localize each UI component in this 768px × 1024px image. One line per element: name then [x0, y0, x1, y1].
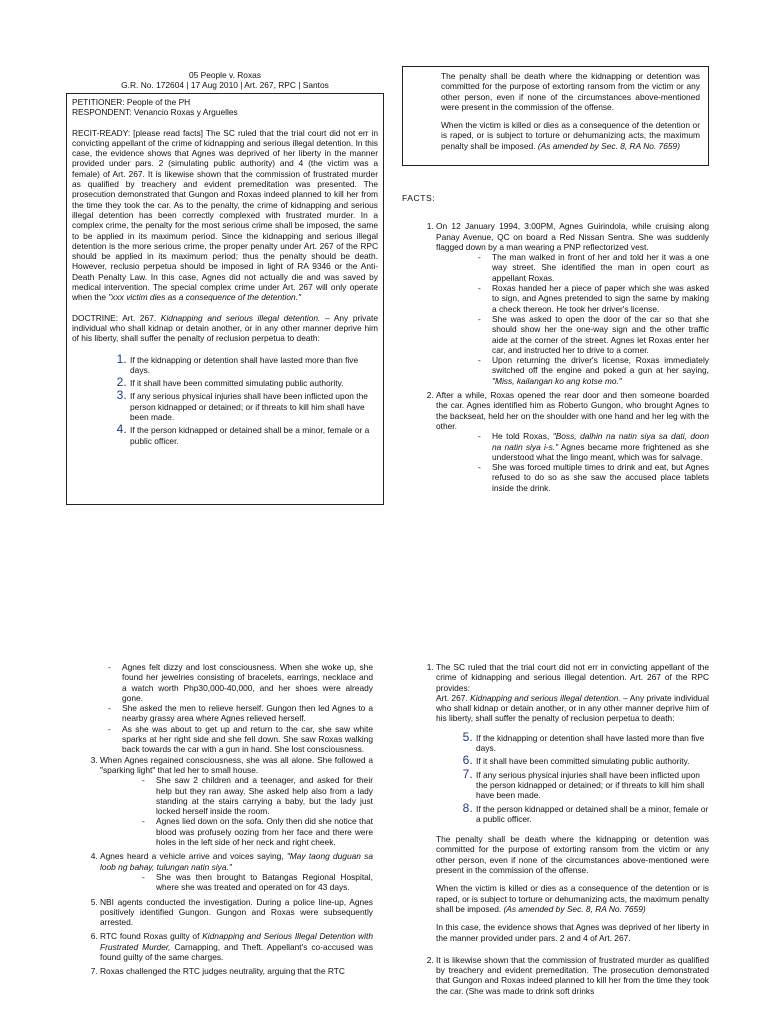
respondent: RESPONDENT: Venancio Roxas y Arguelles	[72, 107, 238, 118]
fact-item	[100, 755, 373, 848]
facts-cont-list	[66, 755, 373, 977]
fact-item: 7. Roxas challenged the RTC judges neutrality, arguing that the RTC	[100, 966, 373, 976]
recit-ready-text: RECIT-READY: [please read facts] The SC ruled that the trial court did not err in convicting appellant of the crime of kidnapping and serious illegal detention. In this case, the evidence shows that Agnes was deprived of her liberty in the manner provided under pars. 2 (simulating public authority) and 4 (the victim was a female) of Art. 267. It is likewise shown that the commission of frustrated murder as qualified by treachery and evident premeditation was presented. The prosecution demonstrated that Gungon and Roxas indeed planned to kill her from the time they took the car. As to the penalty, the crime of kidnapping and serious illegal detention has been correctly complexed with frustrated murder. In a complex crime, the penalty for the most serious crime shall be imposed, the same to be applied in its maximum period. Since the kidnapping and serious illegal detention is the more serious crime, the proper penalty under Art. 267 of the RPC should be applied in its maximum period; thus the penalty should be death. However, reclusio perpetua should be imposed in light of RA 9346 or the Anti-Death Penalty Law. In this case, Agnes did not actually die and was saved by medical intervention. The special complex crime under Art. 267 will only operate when the	[72, 127, 378, 303]
fact-sub	[492, 355, 709, 386]
doctrine-item: 1. If the kidnapping or detention shall have lasted more than five days.	[130, 354, 374, 376]
recit-ready-quote: "xxx victim dies as a consequence of the detention."	[108, 292, 301, 303]
fact-quote: "Boss, dalhin na natin siya sa dati, doon na natin siya i-s."	[492, 431, 709, 452]
fact-item	[436, 390, 709, 493]
doctrine-title: Kidnapping and serious illegal detention.	[160, 312, 321, 323]
fact-quote: "Miss, kailangan ko ang kotse mo."	[492, 375, 622, 386]
doctrine-item: 3. If any serious physical injuries shall have been inflicted upon the person kidnapped or detained; or if threats to kill him shall have been made.	[130, 390, 374, 422]
ruling-list	[402, 662, 709, 996]
fact-sub: - Agnes felt dizzy and lost consciousness. When she woke up, she found her jewelries consisting of bracelets, earrings, necklace and a watch worth Php30,000-40,000, and her shoes were already gone.	[122, 662, 373, 703]
fact-sub-text: He told Roxas,	[492, 431, 550, 442]
ruling-item: 2. It is likewise shown that the commission of frustrated murder as qualified by treachery and evident premeditation. The prosecution demonstrated that Gungon and Roxas indeed planned to kill her from the time they took the car. (She was made to drink soft drinks	[436, 955, 709, 996]
ruling-art-list	[436, 732, 709, 824]
fact-quote: "May taong duguan sa loob ng bahay, tulungan natin siya."	[100, 851, 374, 872]
ruling-victim-text: When the victim is killed or dies as a consequence of the detention or is raped, or is subject to torture or dehumanizing acts, the maximum penalty shall be imposed.	[436, 883, 709, 914]
fact-subs	[100, 872, 373, 893]
doctrine-list	[72, 354, 378, 446]
fact-sub: - Agnes lied down on the sofa. Only then did she notice that blood was profusely oozing from her face and there were holes in the left side of her neck and right cheek.	[156, 816, 373, 847]
fact-sub: - She saw 2 children and a teenager, and asked for their help but they ran away. She asked help also from a lady standing at the stairs carrying a baby, but the lady just locked herself inside the room.	[156, 775, 373, 816]
fact-crime: Kidnapping and Serious Illegal Detention with Frustrated Murder,	[100, 931, 374, 952]
fact-sub	[492, 431, 709, 462]
facts-heading: FACTS:	[402, 193, 436, 203]
fact-sub: - She asked the men to relieve herself. Gungon then led Agnes to a nearby grassy area where Agnes relieved herself.	[122, 703, 373, 724]
doctrine	[72, 313, 378, 344]
ruling-victim	[436, 883, 709, 914]
ruling-art-title: Kidnapping and serious illegal detention.	[470, 692, 621, 703]
victim-citation: (As amended by Sec. 8, RA No. 7659)	[537, 140, 680, 151]
case-box	[66, 93, 384, 505]
fact-sub-text: Agnes became more frightened as she understood what the lingo meant, which was for salvage.	[492, 441, 709, 462]
fact-item	[100, 931, 373, 962]
penalty-box	[402, 66, 709, 166]
fact-subs	[436, 252, 709, 386]
fact-item	[436, 221, 709, 386]
recit-ready	[72, 128, 378, 303]
ruling-art-body: – Any private individual who shall kidnap or detain another, or in any other manner deprive him of his liberty, shall suffer the penalty of reclusion perpetua to death:	[436, 692, 709, 724]
fact-text: On 12 January 1994, 3:00PM, Agnes Guirindola, while cruising along Panay Avenue, QC on board a Red Nissan Sentra. She was suddenly flagged down by a man wearing a PNP reflectorized vest.	[436, 221, 709, 252]
fact-item	[100, 851, 373, 892]
fact-text: RTC found Roxas guilty of	[100, 931, 200, 942]
fact-sub-text: Upon returning the driver's license, Roxas immediately switched off the engine and poked a gun at her saying,	[492, 355, 709, 376]
ruling-intro: 1. The SC ruled that the trial court did not err in convicting appellant of the crime of kidnapping and serious illegal detention. Art. 267 of the RPC provides:	[436, 662, 709, 693]
doctrine-item: 2. If it shall have been committed simulating public authority.	[130, 377, 374, 388]
fact-sub: - She was asked to open the door of the car so that she should show her the one-way sign and the other traffic aide at the corner of the street. Agnes let Roxas enter her car, and instructed her to drive to a corner.	[492, 314, 709, 355]
page1-left-column	[66, 70, 384, 91]
ruling-penalty: The penalty shall be death where the kidnapping or detention was committed for the purpose of extorting ransom from the victim or any other person, even if none of the circumstances above-mentioned were present in the commission of the offense.	[436, 834, 709, 876]
facts-list	[402, 221, 709, 493]
victim-text: When the victim is killed or dies as a consequence of the detention or is raped, or is subject to torture or dehumanizing acts, the maximum penalty shall be imposed.	[441, 120, 700, 151]
fact-sub: - The man walked in front of her and told her it was a one way street. She identified the man in open court as appellant Roxas.	[492, 252, 709, 283]
ruling-art-item: 6. If it shall have been committed simulating public authority.	[476, 755, 709, 766]
petitioner: PETITIONER: People of the PH	[72, 97, 191, 107]
fact-text: Carnapping, and Theft. Appellant's co-accused was found guilty of the same charges.	[100, 941, 374, 963]
facts-cont-subs	[66, 662, 373, 755]
fact-text: Agnes heard a vehicle arrive and voices saying,	[100, 851, 284, 862]
ruling-item	[436, 662, 709, 951]
ruling-art-item: 7. If any serious physical injuries shall have been inflicted upon the person kidnapped or detained; or if threats to kill him shall have been made.	[476, 769, 709, 801]
ruling-art: Art. 267.	[436, 692, 468, 703]
fact-subs	[436, 431, 709, 493]
victim-paragraph	[441, 120, 700, 151]
case-citation: G.R. No. 172604 | 17 Aug 2010 | Art. 267, RPC | Santos	[121, 80, 329, 91]
penalty-paragraph: The penalty shall be death where the kidnapping or detention was committed for the purpose of extorting ransom from the victim or any other person, even if none of the circumstances above-mentioned were present in the commission of the offense.	[441, 71, 700, 112]
case-title: 05 People v. Roxas	[188, 70, 261, 80]
fact-sub: - She was then brought to Batangas Regional Hospital, where she was treated and operated on for 43 days.	[156, 872, 373, 893]
fact-sub: - She was forced multiple times to drink and eat, but Agnes refused to do so as she saw the accused place tablets inside the drink.	[492, 462, 709, 493]
page2-left-column	[66, 662, 373, 981]
page2-right-column	[402, 662, 709, 1000]
ruling-evidence: In this case, the evidence shows that Agnes was deprived of her liberty in the manner provided under pars. 2 and 4 of Art. 267.	[436, 922, 709, 943]
ruling-art-item: 8. If the person kidnapped or detained shall be a minor, female or a public officer.	[476, 803, 709, 825]
ruling-art-item: 5. If the kidnapping or detention shall have lasted more than five days.	[476, 732, 709, 754]
fact-text: When Agnes regained consciousness, she was all alone. She followed a "sparking light" that led her to small house.	[100, 754, 373, 775]
doctrine-item: 4. If the person kidnapped or detained shall be a minor, female or a public officer.	[130, 424, 374, 446]
doctrine-body: – Any private individual who shall kidnap or detain another, or in any other manner deprive him of his liberty, shall suffer the penalty of reclusion perpetua to death:	[72, 312, 379, 344]
fact-item: 5. NBI agents conducted the investigation. During a police line-up, Agnes positively identified Gungon. Gungon and Roxas were subsequently arrested.	[100, 897, 373, 928]
fact-sub: - As she was about to get up and return to the car, she saw white sparks at her right side and she fell down. She saw Roxas walking back towards the car with a gun in hand. She lost consciousness.	[122, 724, 373, 755]
fact-text: After a while, Roxas opened the rear door and then someone boarded the car. Agnes identified him as Roberto Gungon, who brought Agnes to the backseat, held her on the shoulder with one hand and her leg with the other.	[436, 390, 709, 431]
ruling-victim-cite: (As amended by Sec. 8, RA No. 7659)	[503, 903, 646, 914]
fact-sub: - Roxas handed her a piece of paper which she was asked to sign, and Agnes pretended to sign the same by making a check thereon. He took her driver's license.	[492, 283, 709, 314]
facts-section	[402, 193, 709, 497]
fact-subs	[100, 775, 373, 847]
ruling-article	[436, 693, 709, 724]
doctrine-prefix: DOCTRINE: Art. 267.	[72, 312, 157, 323]
